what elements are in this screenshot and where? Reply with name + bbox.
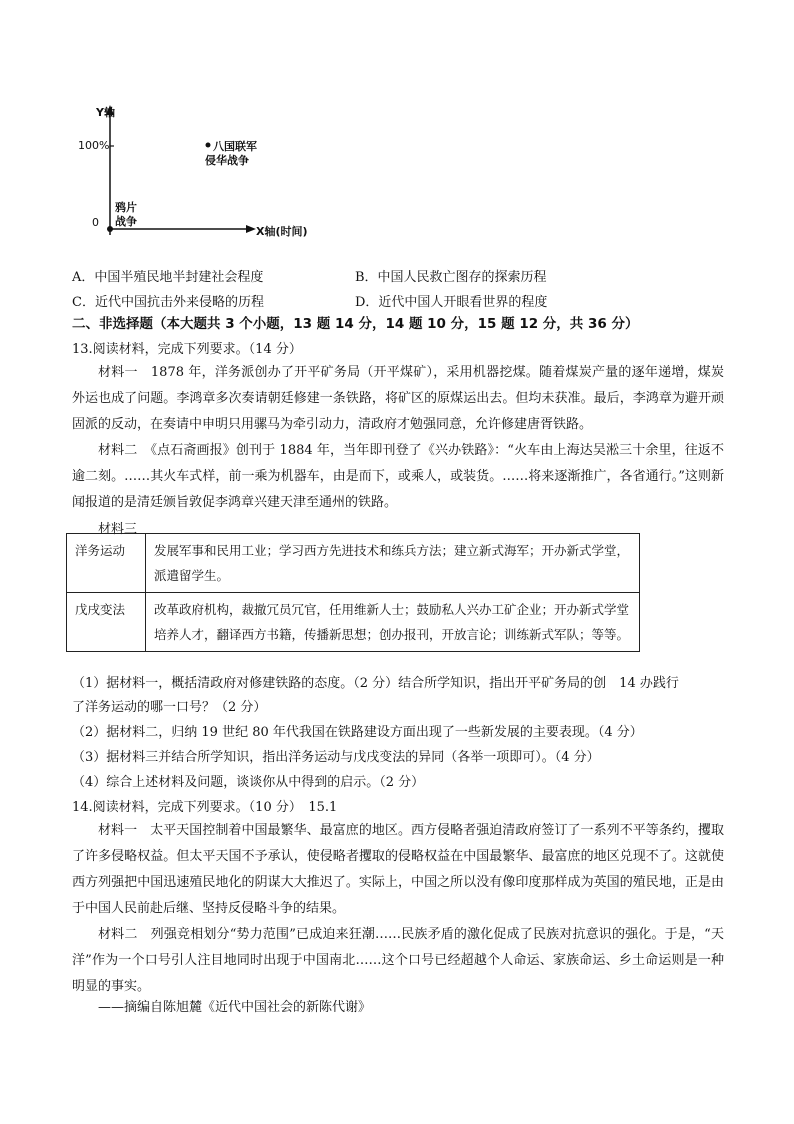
option-c: C．近代中国抗击外来侵略的历程 bbox=[72, 295, 264, 310]
q13-sub-2: （2）据材料二，归纳 19 世纪 80 年代我国在铁路建设方面出现了一些新发展的主要表现。（4 分） bbox=[72, 725, 643, 740]
tick-100-label: 100% bbox=[78, 139, 110, 152]
section-2-title: 二、非选择题（本大题共 3 个小题，13 题 14 分，14 题 10 分，15 题 12 分，共 36 分） bbox=[72, 316, 639, 332]
tick-0-label: 0 bbox=[92, 216, 99, 229]
point-eight-nation-label-2: 侵华战争 bbox=[205, 154, 249, 167]
table-row bbox=[67, 593, 640, 652]
point-eight-nation bbox=[206, 143, 211, 148]
q13-sub-3: （3）据材料三并结合所学知识，指出洋务运动与戊戌变法的异同（各举一项即可）。（4 分） bbox=[72, 750, 600, 765]
q13-sub-4: （4）综合上述材料及问题，谈谈你从中得到的启示。（2 分） bbox=[72, 775, 425, 790]
q14-material-1: 材料一 太平天国控制着中国最繁华、最富庶的地区。西方侵略者强迫清政府签订了一系列不平等条约，攫取了许多侵略权益。但太平天国不予承认，使侵略者攫取的侵略权益在中国最繁华、最富庶的地区兑现不了。这就使西方列强把中国迅速殖民地化的阴谋大大推迟了。实际上，中国之所以没有像印度那样成为英国的殖民地，正是由于中国人民前赴后继、坚持反侵略斗争的结果。 bbox=[72, 823, 724, 916]
comparison-table bbox=[66, 533, 640, 652]
q13-stem: 13.阅读材料，完成下列要求。（14 分） bbox=[72, 342, 302, 357]
q14-stem: 14.阅读材料，完成下列要求。（10 分） 15.1 bbox=[72, 800, 338, 815]
y-axis-label: Y轴 bbox=[96, 106, 115, 119]
x-axis-label: X轴(时间) bbox=[256, 225, 308, 238]
q14-material-2: 材料二 列强竞相划分“势力范围”已成迫来狂潮……民族矛盾的激化促成了民族对抗意识的强化。于是，“天洋”作为一个口号引人注目地同时出现于中国南北……这个口号已经超越个人命运、家族命运、乡土命运则是一种明显的事实。 bbox=[72, 927, 724, 994]
option-d: D．近代中国人开眼看世界的程度 bbox=[355, 295, 548, 310]
q13-sub-1-line-1: （1）据材料一，概括清政府对修建铁路的态度。（2 分）结合所学知识，指出开平矿务局的创 14 办践行 bbox=[72, 676, 679, 691]
q13-material-1: 材料一 1878 年，洋务派创办了开平矿务局（开平煤矿），采用机器挖煤。随着煤炭产量的逐年递增，煤炭外运也成了问题。李鸿章多次奏请朝廷修建一条铁路，将矿区的原煤运出去。但均未获准。最后，李鸿章为避开顽固派的反动，在奏请中申明只用骡马为牵引动力，清政府才勉强同意，允许修建唐胥铁路。 bbox=[72, 365, 724, 432]
option-b: B．中国人民救亡图存的探索历程 bbox=[355, 270, 547, 285]
q14-source: ——摘编自陈旭麓《近代中国社会的新陈代谢》 bbox=[98, 1000, 372, 1015]
q13-material-3-label: 材料三 bbox=[98, 522, 138, 537]
q13-material-2: 材料二 《点石斋画报》创刊于 1884 年，当年即刊登了《兴办铁路》：“火车由上海达吴淞三十余里，往返不逾二刻。……其火车式样，前一乘为机器车，由是而下，或乘人，或装货。……将来逐渐推广，各省通行。”这则新闻报道的是清廷颁旨敦促李鸿章兴建天津至通州的铁路。 bbox=[72, 443, 724, 510]
point-opium-war bbox=[107, 226, 113, 232]
q13-sub-1-line-2: 了洋务运动的哪一口号？（2 分） bbox=[72, 700, 267, 715]
table-cell-body: 发展军事和民用工业；学习西方先进技术和练兵方法；建立新式海军；开办新式学堂，派遣留学生。 bbox=[146, 534, 640, 593]
x-axis-arrow bbox=[246, 225, 256, 233]
table-cell-body: 改革政府机构，裁撤冗员冗官，任用维新人士；鼓励私人兴办工矿企业；开办新式学堂 培养人才，翻译西方书籍，传播新思想；创办报刊，开放言论；训练新式军队；等等。 bbox=[146, 593, 640, 652]
table-cell-head: 戊戌变法 bbox=[67, 593, 146, 652]
table-row bbox=[67, 534, 640, 593]
option-a: A．中国半殖民地半封建社会程度 bbox=[72, 270, 264, 285]
point-opium-war-label-1: 鸦片 bbox=[115, 201, 137, 214]
table-cell-head: 洋务运动 bbox=[67, 534, 146, 593]
point-eight-nation-label-1: 八国联军 bbox=[213, 140, 257, 153]
point-opium-war-label-2: 战争 bbox=[115, 215, 137, 228]
